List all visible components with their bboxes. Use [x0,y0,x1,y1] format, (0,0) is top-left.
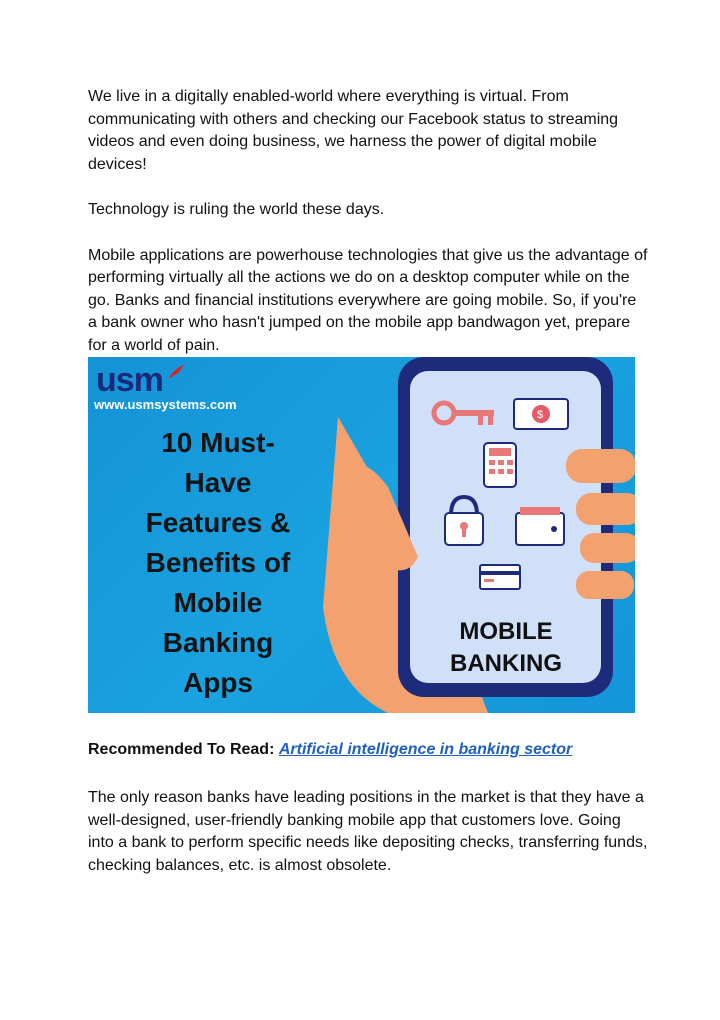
finger-4 [576,571,634,599]
recommended-link[interactable]: Artificial intelligence in banking sector [278,741,573,758]
finger-1 [566,449,635,483]
banner-image [88,357,635,713]
headline-line: Apps [183,667,253,698]
finger-2 [576,493,635,525]
card-icon [480,565,520,589]
article-body [88,86,648,380]
paragraph-mobile-apps: Mobile applications are powerhouse technologies that give us the advantage of performing virtually all the actions we do on a desktop computer while on the go. Banks and financial institutions everywhere are going mobile. So, if you're a bank owner who hasn't jumped on the mobile app bandwagon yet, prepare for a world of pain. [88,246,648,354]
money-icon [514,399,568,429]
recommended-read [88,741,572,759]
finger-3 [580,533,635,563]
wallet-icon [516,507,564,545]
calculator-icon [484,443,516,487]
phone-label-line: MOBILE [459,618,553,645]
recommended-label: Recommended To Read: [88,741,275,758]
phone-label-line: BANKING [450,650,562,677]
paragraph-technology: Technology is ruling the world these days. [88,201,385,218]
headline-line: Mobile [173,587,263,618]
dollar-symbol: $ [537,409,544,421]
headline-line: Banking [162,627,274,658]
logo-text: usm [96,361,163,399]
headline-line: Features & [145,507,291,538]
headline-line: 10 Must- [161,427,275,458]
headline-line: Have [184,467,252,498]
phone-illustration [88,357,635,713]
paragraph-closing: The only reason banks have leading positions in the market is that they have a well-designed, user-friendly banking mobile app that customers love. Going into a bank to perform specific needs like depositing checks, transferring funds, checking balances, etc. is almost obsolete. [88,789,648,874]
headline-line: Benefits of [145,547,291,578]
website-url: www.usmsystems.com [94,397,237,412]
paragraph-intro: We live in a digitally enabled-world where everything is virtual. From communicating with others and checking our Facebook status to streaming videos and even doing business, we harness the power of digital mobile devices! [88,88,619,173]
